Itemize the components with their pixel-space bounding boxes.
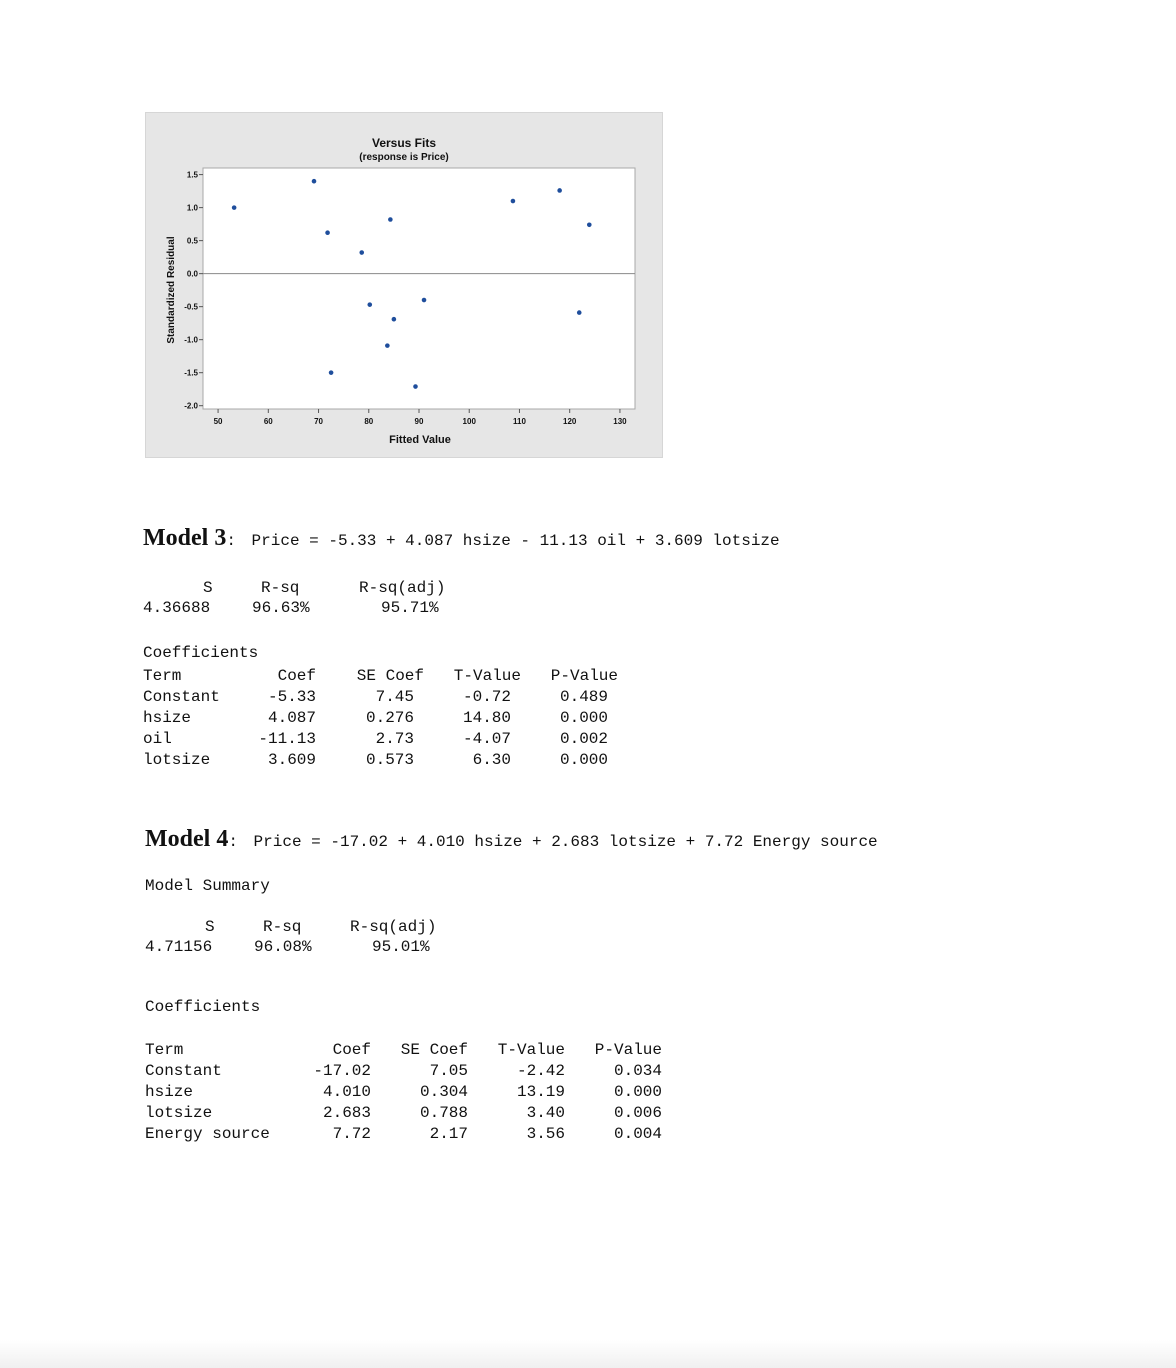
data-point [577, 310, 582, 315]
model3-rsq-header: R-sq [261, 579, 300, 597]
column-header: SE Coef [356, 666, 424, 685]
coef-cell: 3.609 [267, 750, 316, 769]
data-point [413, 384, 418, 389]
plot-title: Versus Fits [371, 136, 437, 150]
model4-heading [145, 826, 878, 853]
x-tick-label: 90 [414, 417, 424, 426]
y-tick-label: 0.0 [186, 269, 198, 279]
model3-title: Model 3 [143, 525, 227, 551]
model4-equation: Price = -17.02 + 4.010 hsize + 2.683 lotsize + 7.72 Energy source [253, 833, 878, 851]
data-point [359, 250, 364, 255]
column-header: T-Value [497, 1040, 565, 1059]
t-value-cell: -4.07 [462, 729, 511, 748]
column-header: Term [145, 1040, 184, 1059]
model4-summary-label: Model Summary [145, 877, 270, 895]
residual-plot-svg [146, 113, 662, 457]
data-point [385, 343, 390, 348]
term-cell: hsize [143, 708, 192, 727]
model3-rsq-adj-header: R-sq(adj) [359, 579, 446, 597]
column-header: Coef [332, 1040, 371, 1059]
coef-cell: -5.33 [267, 687, 316, 706]
table-row [145, 1123, 662, 1144]
column-header: P-Value [550, 666, 618, 685]
p-value-cell: 0.000 [613, 1082, 662, 1101]
data-point [392, 317, 397, 322]
se-coef-cell: 2.73 [375, 729, 414, 748]
t-value-cell: 6.30 [472, 750, 511, 769]
p-value-cell: 0.004 [613, 1124, 662, 1143]
data-point [511, 199, 516, 204]
y-tick-label: -1.0 [184, 335, 198, 345]
model4-rsq-header: R-sq [263, 918, 302, 936]
coef-cell: -17.02 [313, 1061, 371, 1080]
data-point [325, 230, 330, 235]
data-point [388, 217, 393, 222]
x-tick-label: 110 [513, 417, 526, 426]
x-axis-label: Fitted Value [389, 434, 451, 446]
term-cell: Energy source [145, 1124, 270, 1143]
term-cell: lotsize [145, 1103, 213, 1122]
y-tick-label: -1.5 [184, 368, 198, 378]
column-header: P-Value [594, 1040, 662, 1059]
model4-coefficients-table [145, 1039, 662, 1144]
model4-s-value: 4.71156 [145, 938, 213, 956]
table-row [145, 1060, 662, 1081]
se-coef-cell: 0.304 [419, 1082, 468, 1101]
column-header: T-Value [453, 666, 521, 685]
data-point [422, 298, 427, 303]
x-tick-label: 50 [213, 417, 223, 426]
data-point [329, 370, 334, 375]
coef-cell: 4.087 [267, 708, 316, 727]
data-point [557, 188, 562, 193]
column-header: Term [143, 666, 182, 685]
model3-equation: Price = -5.33 + 4.087 hsize - 11.13 oil + 3.609 lotsize [251, 532, 780, 550]
y-tick-label: -0.5 [184, 302, 198, 312]
model3-heading [143, 525, 780, 552]
t-value-cell: 3.56 [526, 1124, 565, 1143]
term-cell: oil [143, 729, 172, 748]
model3-coefficients-label: Coefficients [143, 644, 259, 662]
table-row [143, 728, 618, 749]
residual-plot [145, 112, 663, 458]
model3-colon: : [226, 532, 236, 550]
table-header-row [143, 665, 618, 686]
x-tick-label: 100 [462, 417, 476, 426]
table-header-row [145, 1039, 662, 1060]
y-tick-label: -2.0 [184, 401, 198, 411]
y-tick-label: 1.5 [186, 170, 198, 180]
x-tick-label: 130 [613, 417, 627, 426]
term-cell: Constant [143, 687, 220, 706]
y-axis-label: Standardized Residual [166, 236, 177, 344]
model4-coefficients-label: Coefficients [145, 998, 261, 1016]
table-row [143, 749, 618, 770]
se-coef-cell: 0.573 [365, 750, 414, 769]
table-row [143, 707, 618, 728]
model4-colon: : [228, 833, 238, 851]
term-cell: lotsize [143, 750, 211, 769]
p-value-cell: 0.006 [613, 1103, 662, 1122]
data-point [367, 302, 372, 307]
table-row [143, 686, 618, 707]
se-coef-cell: 7.45 [375, 687, 414, 706]
y-tick-label: 0.5 [186, 236, 198, 246]
x-tick-label: 60 [263, 417, 273, 426]
x-tick-label: 80 [364, 417, 374, 426]
t-value-cell: 13.19 [516, 1082, 565, 1101]
se-coef-cell: 0.276 [365, 708, 414, 727]
plot-area [203, 168, 635, 409]
plot-subtitle: (response is Price) [359, 152, 449, 163]
t-value-cell: -0.72 [462, 687, 511, 706]
coef-cell: 2.683 [322, 1103, 371, 1122]
x-tick-label: 70 [314, 417, 323, 426]
term-cell: Constant [145, 1061, 222, 1080]
t-value-cell: 3.40 [526, 1103, 565, 1122]
p-value-cell: 0.002 [559, 729, 608, 748]
se-coef-cell: 0.788 [419, 1103, 468, 1122]
x-tick-label: 120 [563, 417, 577, 426]
se-coef-cell: 7.05 [429, 1061, 468, 1080]
model4-rsq-adj-header: R-sq(adj) [350, 918, 437, 936]
se-coef-cell: 2.17 [429, 1124, 468, 1143]
table-row [145, 1081, 662, 1102]
t-value-cell: -2.42 [516, 1061, 565, 1080]
model3-rsq-value: 96.63% [252, 599, 310, 617]
model3-rsq-adj-value: 95.71% [381, 599, 439, 617]
coef-cell: 4.010 [322, 1082, 371, 1101]
model4-title: Model 4 [145, 826, 229, 852]
table-row [145, 1102, 662, 1123]
coef-cell: -11.13 [258, 729, 316, 748]
page-bottom-edge [0, 1340, 1176, 1368]
model4-rsq-adj-value: 95.01% [372, 938, 430, 956]
data-point [312, 179, 317, 184]
coef-cell: 7.72 [332, 1124, 371, 1143]
t-value-cell: 14.80 [462, 708, 511, 727]
model3-s-value: 4.36688 [143, 599, 211, 617]
y-tick-label: 1.0 [186, 203, 198, 213]
data-point [232, 205, 237, 210]
p-value-cell: 0.034 [613, 1061, 662, 1080]
model3-coefficients-table [143, 665, 618, 770]
term-cell: hsize [145, 1082, 194, 1101]
p-value-cell: 0.489 [559, 687, 608, 706]
model4-s-header: S [205, 918, 215, 936]
column-header: SE Coef [400, 1040, 468, 1059]
data-point [587, 222, 592, 227]
p-value-cell: 0.000 [559, 708, 608, 727]
model3-s-header: S [203, 579, 213, 597]
p-value-cell: 0.000 [559, 750, 608, 769]
model4-rsq-value: 96.08% [254, 938, 312, 956]
column-header: Coef [277, 666, 316, 685]
